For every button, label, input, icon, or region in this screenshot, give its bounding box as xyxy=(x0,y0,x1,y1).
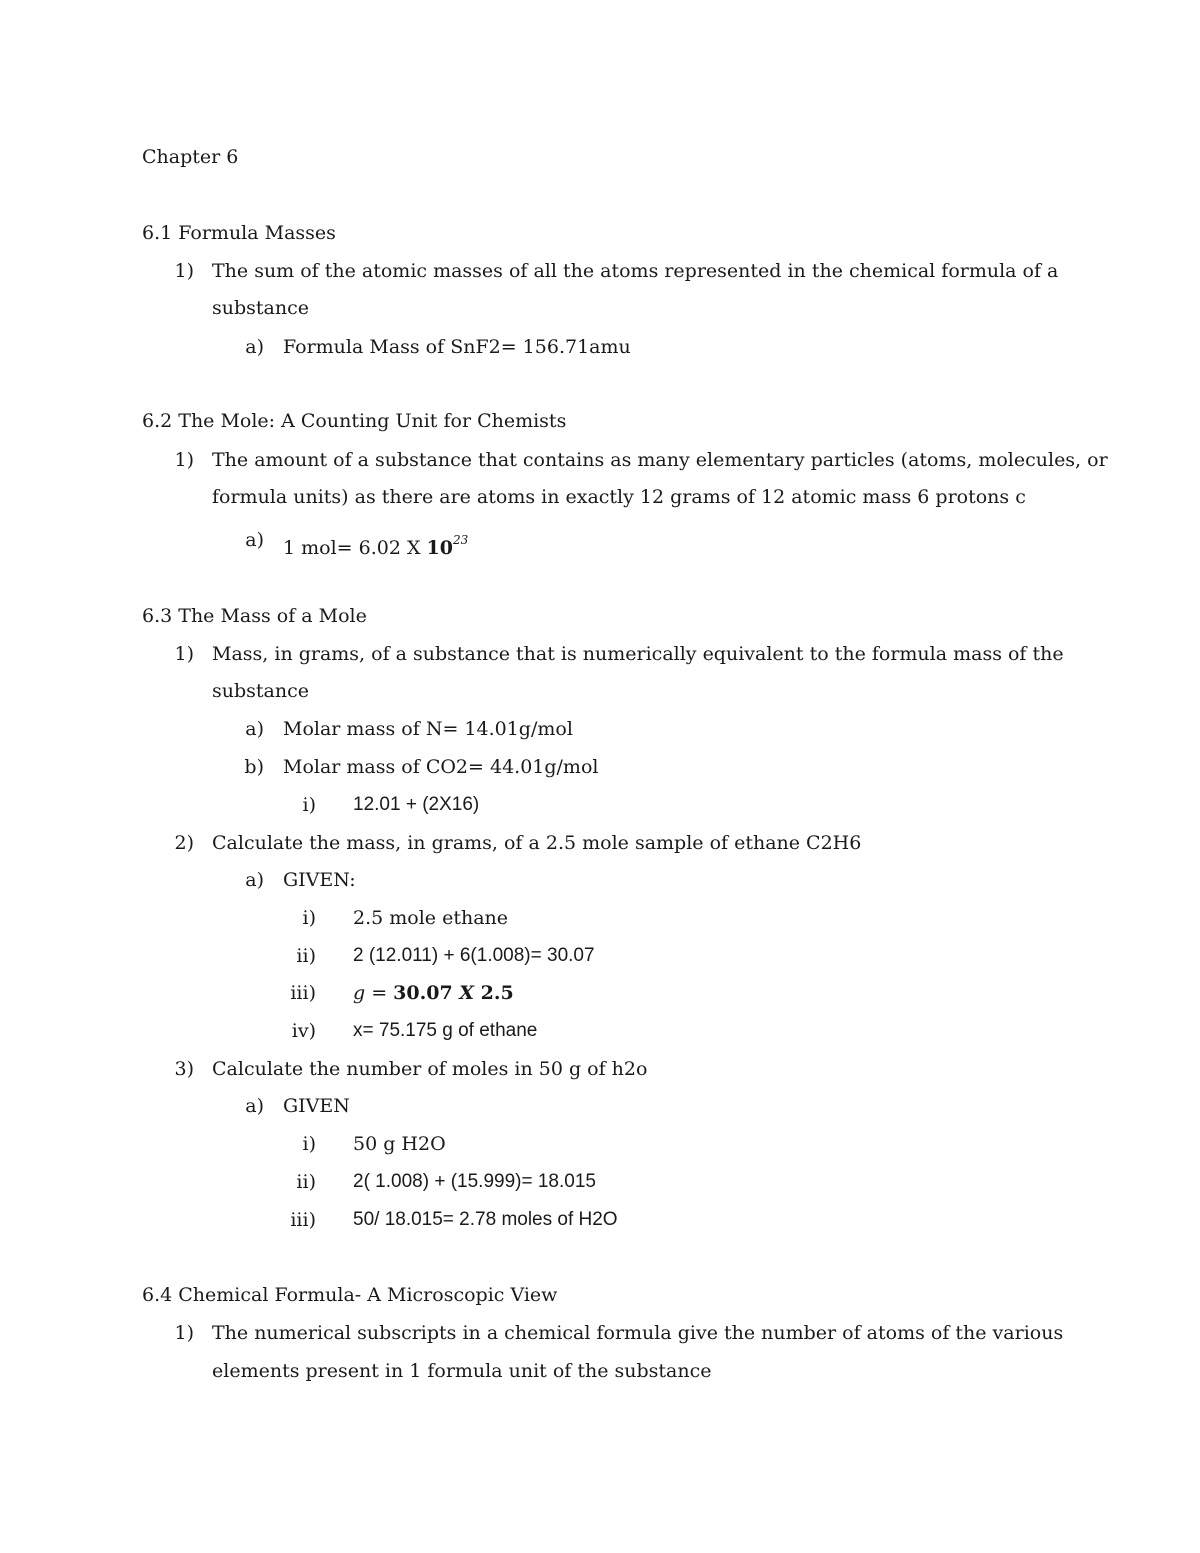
list-marker: a) xyxy=(245,718,264,740)
list-item-text: Molar mass of CO2= 44.01g/mol xyxy=(283,756,599,778)
list-item-text: substance xyxy=(212,297,309,319)
list-marker: b) xyxy=(244,756,264,778)
section-number: 6.1 xyxy=(142,222,179,244)
list-marker: ii) xyxy=(296,945,316,967)
section-heading-6-2 xyxy=(142,409,566,433)
list-item-text: Molar mass of N= 14.01g/mol xyxy=(283,718,573,740)
equation-base: 10 xyxy=(426,537,453,559)
section-title: Formula Masses xyxy=(178,222,336,244)
equation-text: 1 mol= 6.02 X xyxy=(283,537,427,559)
section-number: 6.3 xyxy=(142,605,179,627)
equation-exponent: 23 xyxy=(452,533,469,547)
section-title: The Mole: A Counting Unit for Chemists xyxy=(178,410,567,432)
section-heading-6-4 xyxy=(142,1283,557,1307)
list-marker: 1) xyxy=(174,643,194,665)
list-marker: a) xyxy=(245,529,264,551)
list-item-text: substance xyxy=(212,680,309,702)
section-heading-6-1 xyxy=(142,221,336,245)
section-number: 6.4 xyxy=(142,1284,179,1306)
equation-sign: = xyxy=(365,982,394,1004)
section-heading-6-3 xyxy=(142,604,367,628)
section-title: Chemical Formula- A Microscopic View xyxy=(178,1284,558,1306)
list-item-text: The amount of a substance that contains as many elementary particles (atoms, molecules, or xyxy=(212,449,1108,471)
list-marker: 1) xyxy=(174,449,194,471)
equation-variable: g xyxy=(353,982,366,1004)
list-marker: ii) xyxy=(296,1171,316,1193)
list-marker: 1) xyxy=(174,260,194,282)
equation-operator: X xyxy=(459,982,475,1004)
list-item-text: 2.5 mole ethane xyxy=(353,907,508,929)
list-item-text: GIVEN xyxy=(283,1095,350,1117)
equation xyxy=(283,528,468,560)
list-item-text: The sum of the atomic masses of all the atoms represented in the chemical formula of a xyxy=(212,260,1059,282)
list-marker: iii) xyxy=(290,1209,316,1231)
section-number: 6.2 xyxy=(142,410,179,432)
chapter-title: Chapter 6 xyxy=(142,146,239,168)
list-marker: i) xyxy=(302,907,316,929)
list-marker: iii) xyxy=(290,982,316,1004)
list-item-text: The numerical subscripts in a chemical formula give the number of atoms of the various xyxy=(212,1322,1064,1344)
list-marker: 3) xyxy=(174,1058,194,1080)
list-item-text: Calculate the mass, in grams, of a 2.5 mole sample of ethane C2H6 xyxy=(212,832,862,854)
list-item-text: x= 75.175 g of ethane xyxy=(353,1020,538,1041)
list-item-text: 50/ 18.015= 2.78 moles of H2O xyxy=(353,1209,618,1230)
list-item-text: elements present in 1 formula unit of the substance xyxy=(212,1360,712,1382)
equation-value: 30.07 xyxy=(393,982,460,1004)
list-item-text: 2 (12.011) + 6(1.008)= 30.07 xyxy=(353,945,595,966)
list-marker: a) xyxy=(245,336,264,358)
list-marker: i) xyxy=(302,794,316,816)
list-item-text: formula units) as there are atoms in exactly 12 grams of 12 atomic mass 6 protons c xyxy=(212,486,1026,508)
list-item-text: 50 g H2O xyxy=(353,1133,446,1155)
list-item-text: Formula Mass of SnF2= 156.71amu xyxy=(283,336,631,358)
list-marker: i) xyxy=(302,1133,316,1155)
list-item-text: Calculate the number of moles in 50 g of h2o xyxy=(212,1058,648,1080)
list-item-text: Mass, in grams, of a substance that is numerically equivalent to the formula mass of the xyxy=(212,643,1064,665)
list-marker: a) xyxy=(245,1095,264,1117)
list-marker: 1) xyxy=(174,1322,194,1344)
section-title: The Mass of a Mole xyxy=(178,605,367,627)
list-marker: iv) xyxy=(291,1020,316,1042)
list-marker: 2) xyxy=(174,832,194,854)
list-item-text: GIVEN: xyxy=(283,869,356,891)
list-item-text: 12.01 + (2X16) xyxy=(353,794,480,815)
list-item-text: 2( 1.008) + (15.999)= 18.015 xyxy=(353,1171,596,1192)
equation xyxy=(353,981,514,1005)
equation-value: 2.5 xyxy=(474,982,514,1004)
list-marker: a) xyxy=(245,869,264,891)
